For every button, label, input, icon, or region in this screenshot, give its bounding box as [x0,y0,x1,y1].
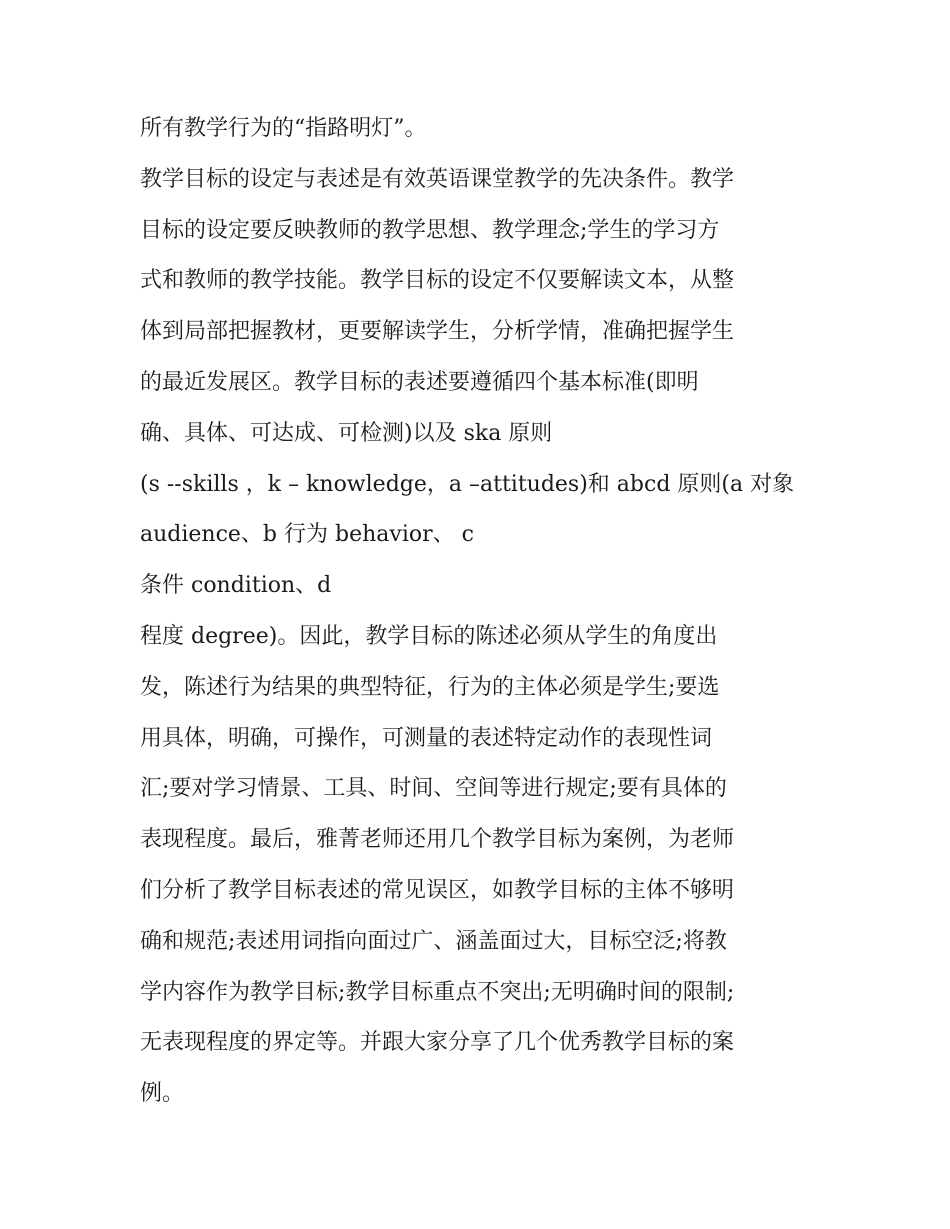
text-line: 学内容作为教学目标;教学目标重点不突出;无明确时间的限制; [140,979,735,1005]
text-line: 确和规范;表述用词指向面过广、涵盖面过大，目标空泛;将教 [140,928,727,954]
text-line: 目标的设定要反映教师的教学思想、教学理念;学生的学习方 [140,217,720,243]
text-line: 例。 [140,1081,185,1107]
text-line: 确、具体、可达成、可检测)以及 ska 原则 [140,420,553,446]
text-line: 发，陈述行为结果的典型特征，行为的主体必须是学生;要选 [140,674,720,700]
text-line: 们分析了教学目标表述的常见误区，如教学目标的主体不够明 [140,877,735,903]
text-line: 式和教师的教学技能。教学目标的设定不仅要解读文本，从整 [140,268,735,294]
body-text [140,104,830,1120]
text-line: 无表现程度的界定等。并跟大家分享了几个优秀教学目标的案 [140,1030,735,1056]
text-line: 程度 degree)。因此，教学目标的陈述必须从学生的角度出 [140,623,718,649]
text-line: 教学目标的设定与表述是有效英语课堂教学的先决条件。教学 [140,166,735,192]
text-line: 用具体，明确，可操作，可测量的表述特定动作的表现性词 [140,725,713,751]
text-line: (s --skills ，k – knowledge，a –attitudes)和 abcd 原则(a 对象 [140,471,795,497]
text-line: 表现程度。最后，雅菁老师还用几个教学目标为案例，为老师 [140,827,735,853]
text-line: 汇;要对学习情景、工具、时间、空间等进行规定;要有具体的 [140,776,727,802]
text-line: 体到局部把握教材，更要解读学生，分析学情，准确把握学生 [140,319,735,345]
text-line: 条件 condition、d [140,573,332,599]
text-line: audience、b 行为 behavior、 c [140,522,474,548]
text-line: 所有教学行为的“指路明灯”。 [140,116,427,141]
text-line: 的最近发展区。教学目标的表述要遵循四个基本标准(即明 [140,369,699,395]
